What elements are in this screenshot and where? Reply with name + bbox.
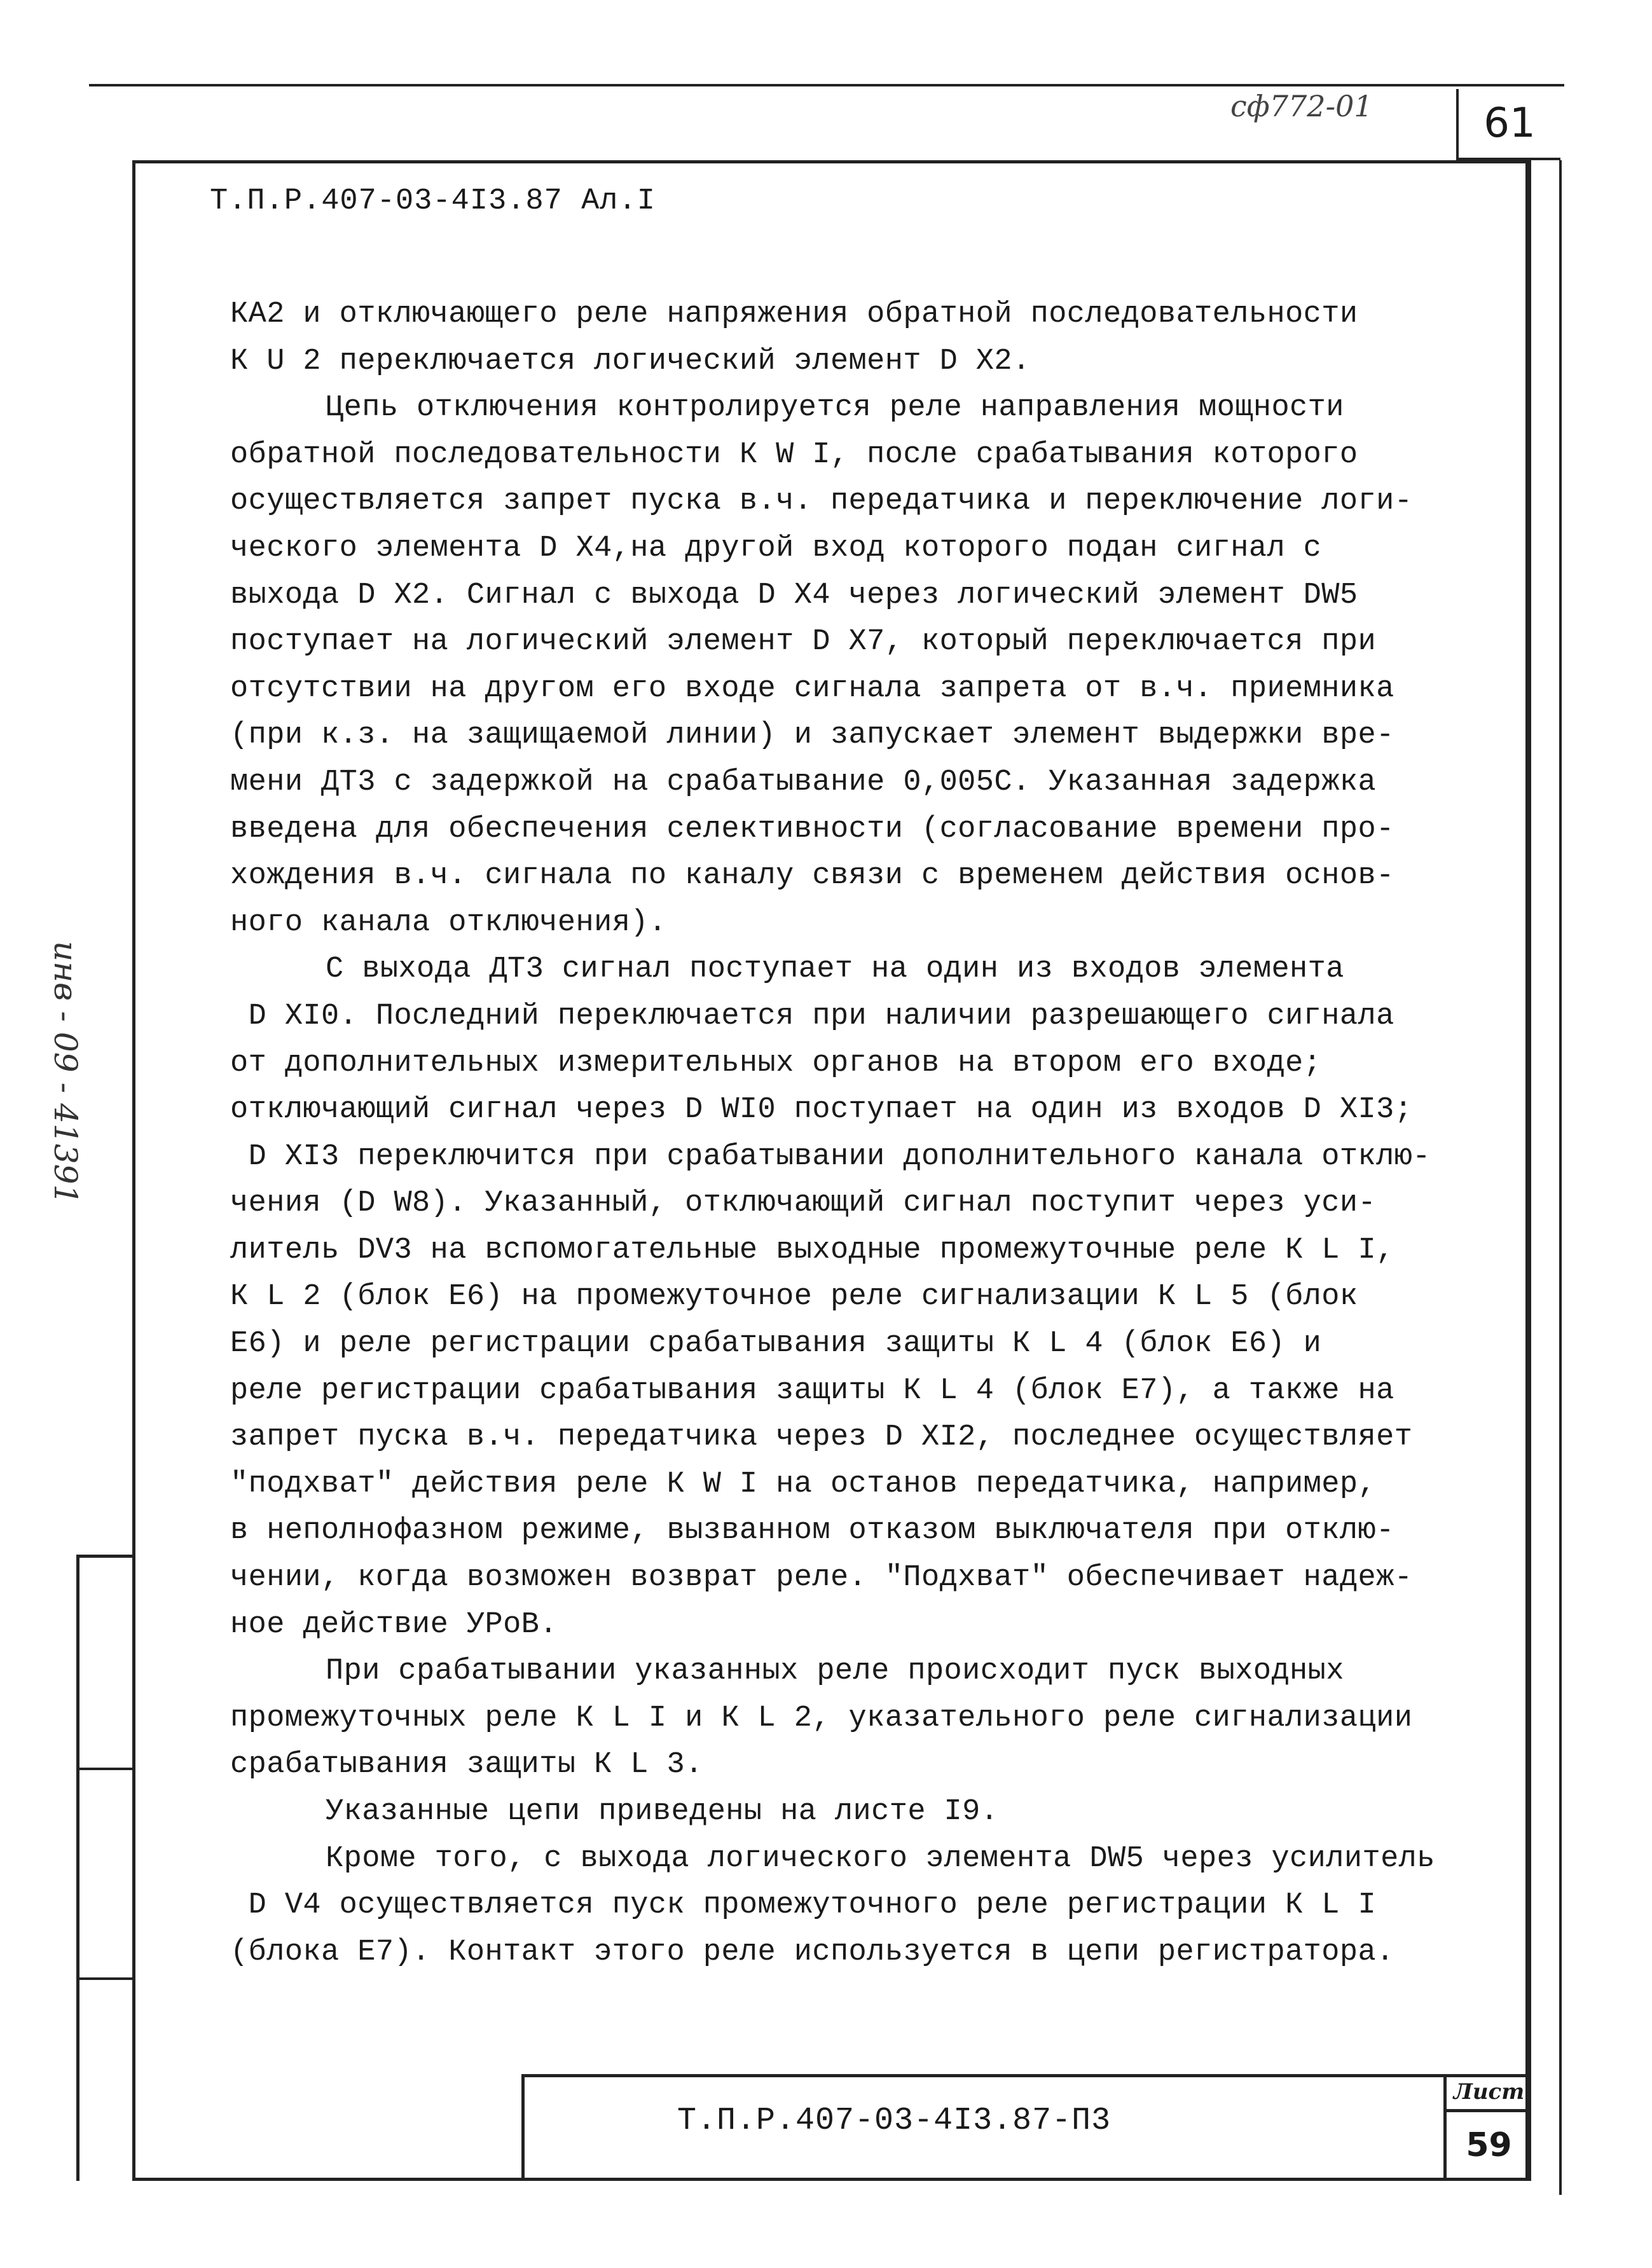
page-number: 61 [1483, 100, 1536, 147]
body-line: в неполнофазном режиме, вызванном отказом выключателя при отклю- [230, 1514, 1394, 1548]
body-line: промежуточных реле К L I и К L 2, указательного реле сигнализации [230, 1701, 1413, 1735]
body-line: Е6) и реле регистрации срабатывания защиты К L 4 (блок Е6) и [230, 1327, 1322, 1361]
body-line: реле регистрации срабатывания защиты К L 4 (блок Е7), а также на [230, 1373, 1394, 1408]
body-line: При срабатывании указанных реле происходит пуск выходных [326, 1654, 1344, 1689]
body-line: отсутствии на другом его входе сигнала запрета от в.ч. приемника [230, 671, 1394, 706]
sheet-top-line [89, 84, 1564, 86]
document-header-code: Т.П.Р.407-03-4I3.87 Ал.I [210, 184, 656, 218]
page-number-box [1456, 89, 1560, 160]
body-line: D V4 осуществляется пуск промежуточного реле регистрации К L I [230, 1888, 1377, 1923]
body-line: Указанные цепи приведены на листе I9. [326, 1795, 999, 1829]
body-line: чения (D W8). Указанный, отключающий сигнал поступит через уси- [230, 1186, 1377, 1221]
sheet-label: Лист [1447, 2074, 1531, 2112]
stamp-divider [79, 1977, 134, 1980]
body-line: ного канала отключения). [230, 905, 667, 940]
body-line: хождения в.ч. сигнала по каналу связи с временем действия основ- [230, 859, 1394, 893]
body-line: С выхода ДТ3 сигнал поступает на один из входов элемента [326, 952, 1344, 987]
body-line: К L 2 (блок Е6) на промежуточное реле сигнализации К L 5 (блок [230, 1280, 1358, 1314]
body-line: литель DV3 на вспомогательные выходные промежуточные реле К L I, [230, 1233, 1394, 1267]
body-line: срабатывания защиты К L 3. [230, 1748, 703, 1782]
body-line: К U 2 переключается логический элемент D X2. [230, 344, 1031, 378]
title-block [521, 2074, 1531, 2181]
body-line: отключающий сигнал через D WI0 поступает на один из входов D XI3; [230, 1093, 1413, 1127]
body-line: запрет пуска в.ч. передатчика через D XI2, последнее осуществляет [230, 1420, 1413, 1455]
body-line: Цепь отключения контролируется реле направления мощности [326, 391, 1344, 425]
body-line: ческого элемента D X4,на другой вход которого подан сигнал с [230, 531, 1322, 565]
body-line: "подхват" действия реле К W I на останов передатчика, например, [230, 1467, 1377, 1501]
left-stamp-block [76, 1555, 134, 2181]
body-line: от дополнительных измерительных органов на втором его входе; [230, 1046, 1322, 1080]
body-line: Кроме того, с выхода логического элемента DW5 через усилитель [326, 1841, 1435, 1876]
document-body [230, 291, 1508, 1976]
body-line: ное действие УРоВ. [230, 1607, 558, 1642]
title-block-document-code: Т.П.Р.407-03-4I3.87-П3 [677, 2103, 1112, 2139]
body-line: обратной последовательности К W I, после срабатывания которого [230, 437, 1358, 472]
body-line: чении, когда возможен возврат реле. "Подхват" обеспечивает надеж- [230, 1561, 1413, 1595]
body-line: D XI3 переключится при срабатывании дополнительного канала отклю- [230, 1139, 1431, 1174]
body-line: осуществляется запрет пуска в.ч. передатчика и переключение логи- [230, 485, 1413, 519]
body-line: введена для обеспечения селективности (согласование времени про- [230, 812, 1394, 846]
body-line: (блока Е7). Контакт этого реле используется в цепи регистратора. [230, 1935, 1394, 1969]
corner-code: сф772-01 [1230, 89, 1373, 123]
sheet-number-cell [1443, 2074, 1531, 2181]
body-line: мени ДТ3 с задержкой на срабатывание 0,005С. Указанная задержка [230, 765, 1377, 799]
body-line: D XI0. Последний переключается при наличии разрешающего сигнала [230, 999, 1394, 1033]
body-line: (при к.з. на защищаемой линии) и запускает элемент выдержки вре- [230, 718, 1394, 753]
body-line: КА2 и отключающего реле напряжения обратной последовательности [230, 298, 1358, 331]
frame-right-edge [1559, 160, 1562, 2195]
stamp-divider [79, 1768, 134, 1770]
sheet-number: 59 [1466, 2126, 1512, 2164]
margin-inventory-note: инв - 09 - 41391 [47, 941, 84, 1205]
body-line: поступает на логический элемент D X7, который переключается при [230, 625, 1377, 659]
body-line: выхода D X2. Сигнал с выхода D X4 через логический элемент DW5 [230, 578, 1358, 612]
